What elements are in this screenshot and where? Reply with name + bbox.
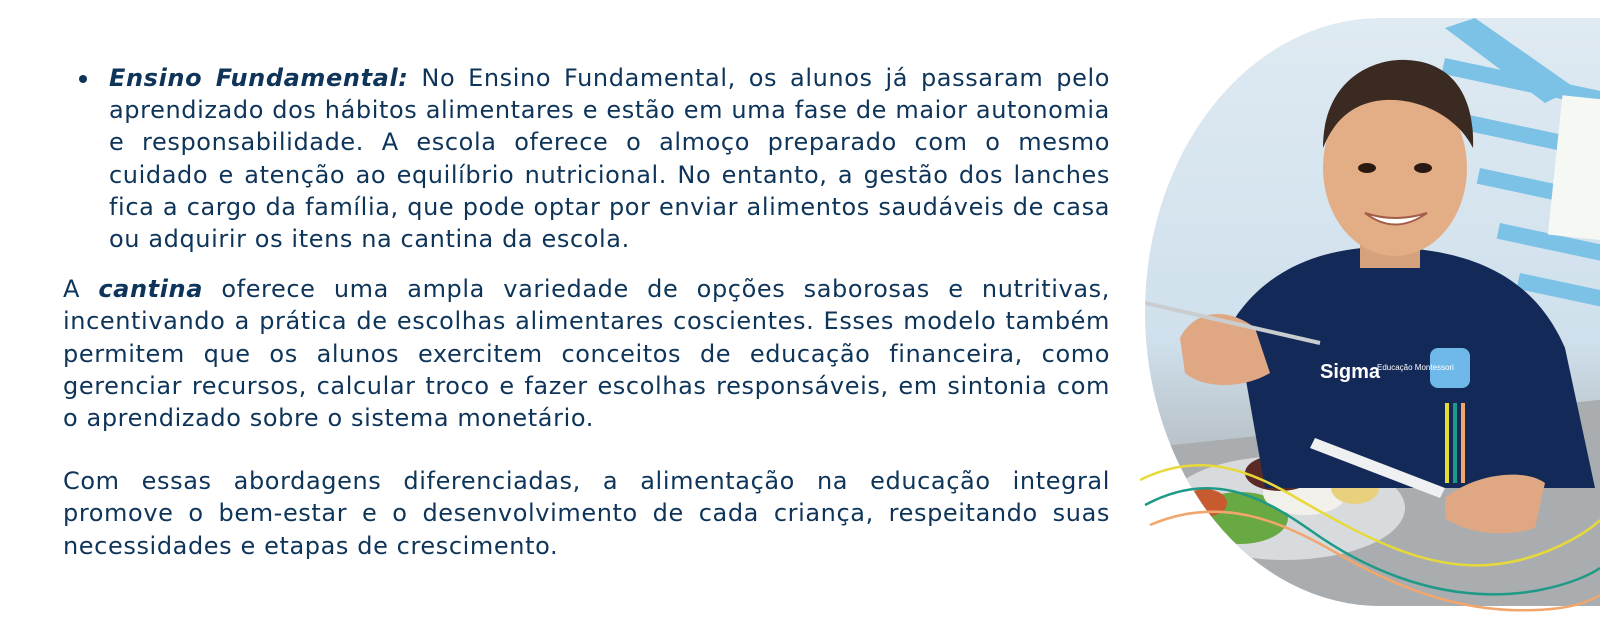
paragraph-conclusion xyxy=(63,465,1110,562)
content-text xyxy=(63,62,1110,593)
paragraph-cantina-emphasis: cantina xyxy=(98,275,204,304)
paragraph-cantina-text: oferece uma ampla variedade de opções saborosas e nutritivas, incentivando a prática de escolhas alimentares coscientes. Esses modelo também permitem que os alunos exercitem conceitos de educação financeira, como gerenciar recursos, calcular troco e fazer escolhas responsáveis, em sintonia com o aprendizado sobre o sistema monetário. xyxy=(63,275,1110,433)
paragraph-cantina xyxy=(63,273,1110,434)
paper-sheet xyxy=(1548,95,1600,241)
bullet-label: Ensino Fundamental: xyxy=(109,64,409,92)
shirt-brand: Sigma xyxy=(1320,361,1381,383)
bullet-list xyxy=(63,62,1110,255)
paragraph-conclusion-text: Com essas abordagens diferenciadas, a alimentação na educação integral promove o bem-estar e o desenvolvimento de cada criança, respeitando suas necessidades e etapas de crescimento. xyxy=(63,467,1110,560)
paragraph-cantina-lead: A xyxy=(63,275,99,304)
shirt-sub: Educação Montessori xyxy=(1377,363,1454,372)
bullet-text: No Ensino Fundamental, os alunos já passaram pelo aprendizado dos hábitos alimentares e estão em uma fase de maior autonomia e responsabilidade. A escola oferece o almoço preparado com o mesmo cuidado e atenção ao equilíbrio nutricional. No entanto, a gestão dos lanches fica a cargo da família, que pode optar por enviar alimentos saudáveis de casa ou adquirir os itens na cantina da escola. xyxy=(109,64,1110,254)
bullet-ensino-fundamental xyxy=(109,62,1110,255)
decorative-waves xyxy=(1140,440,1600,640)
